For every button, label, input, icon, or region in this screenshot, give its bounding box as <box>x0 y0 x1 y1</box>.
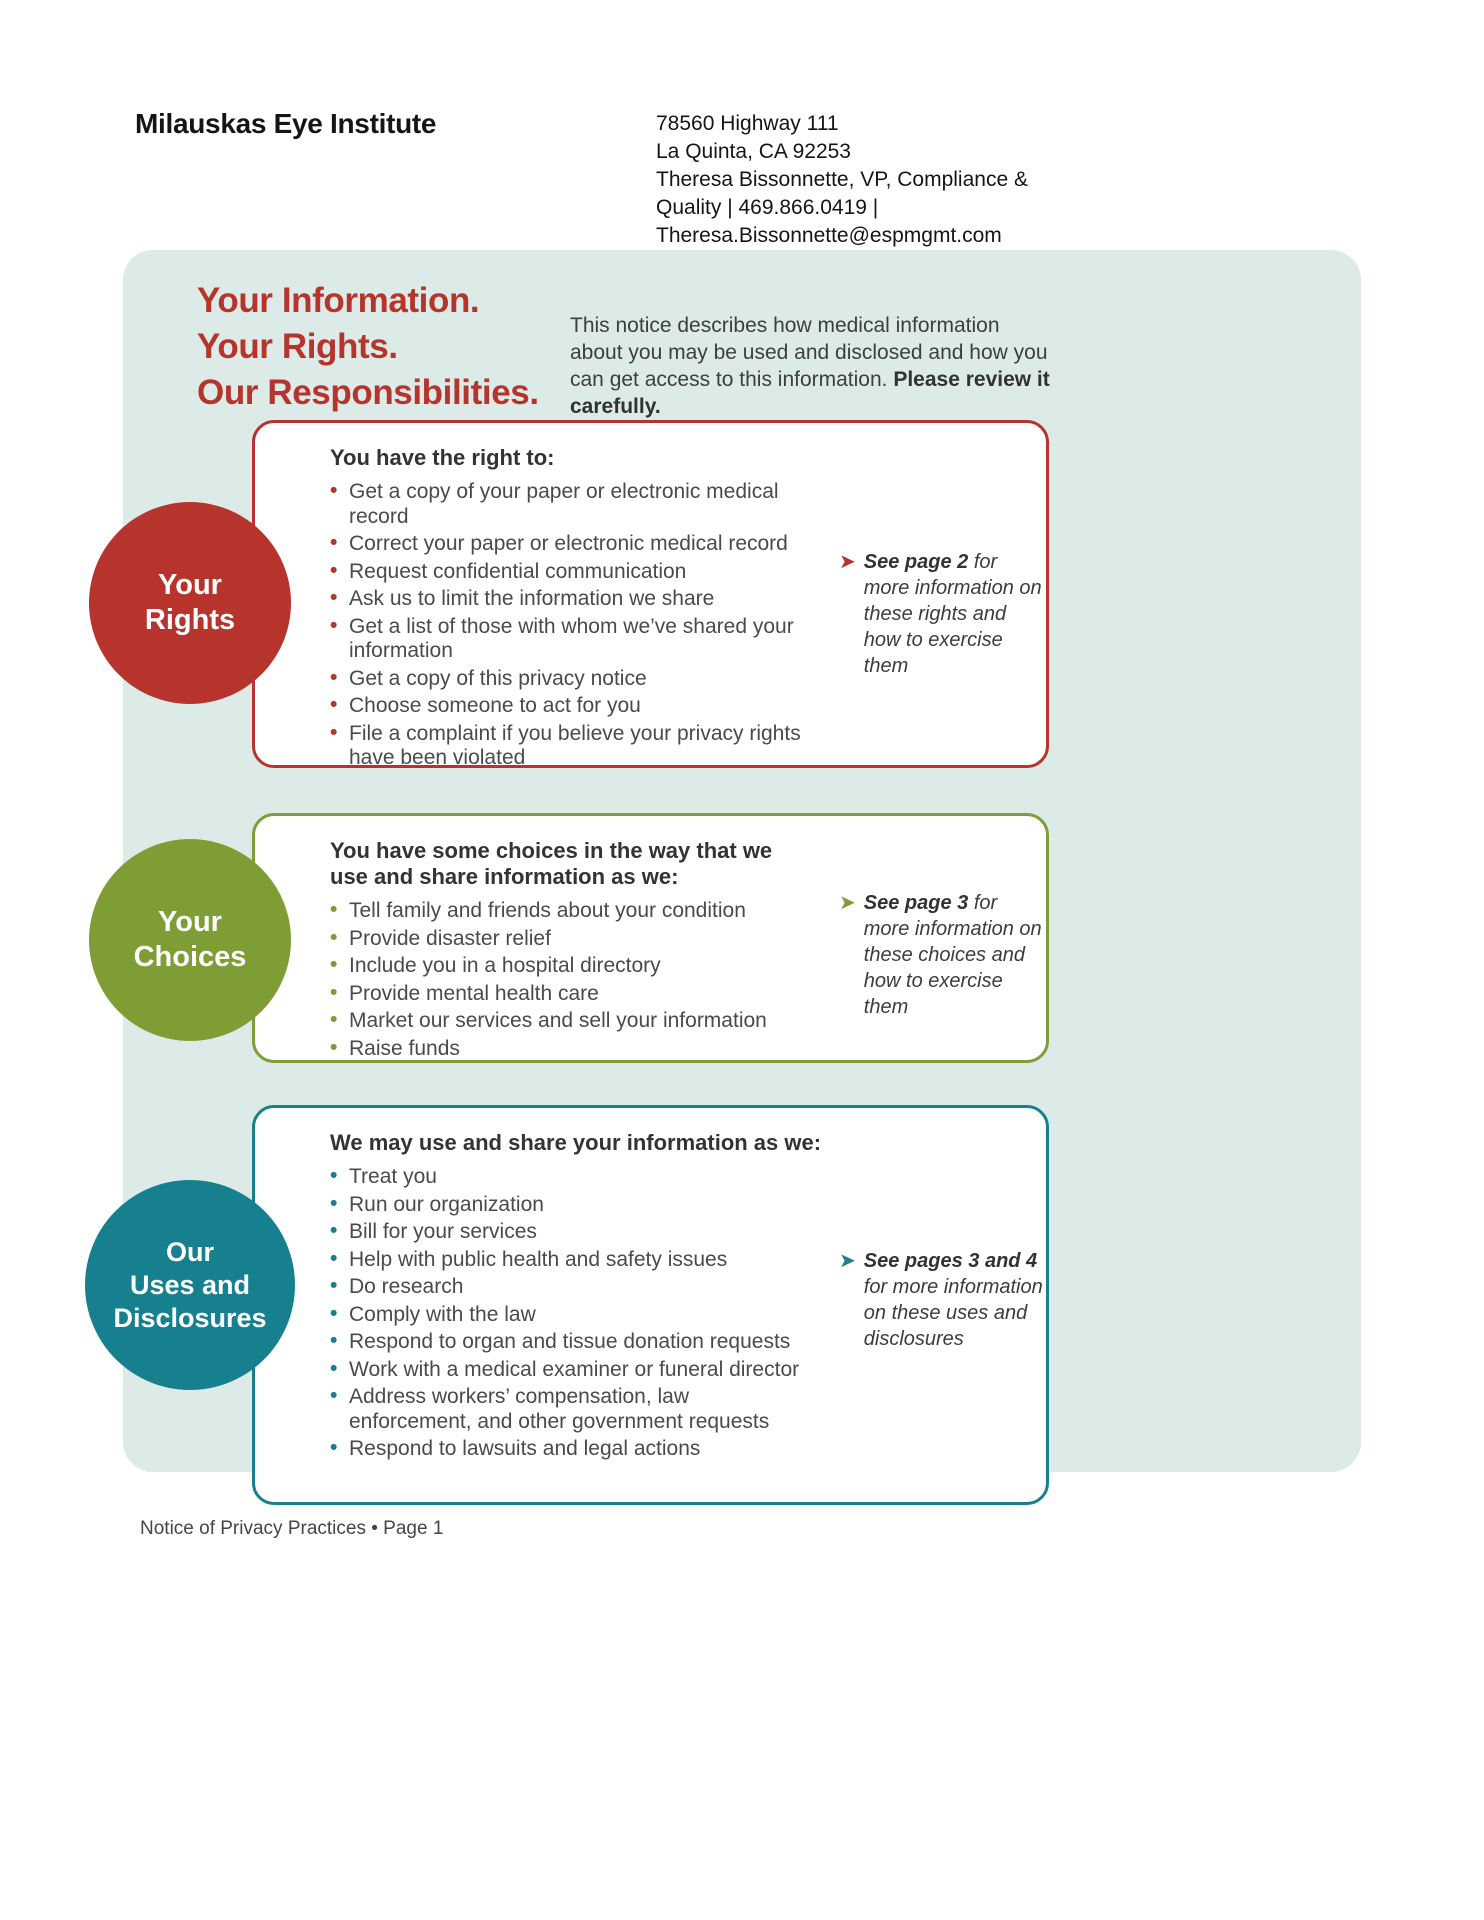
contact-line: La Quinta, CA 92253 <box>656 140 851 163</box>
uses-bullet-list <box>330 1165 817 1462</box>
choices-bullet-list <box>330 899 817 1061</box>
see-page-ref: See pages 3 and 4 <box>863 1250 1038 1272</box>
contact-line: Quality | 469.866.0419 | <box>656 196 879 219</box>
section-heading: You have the right to: <box>330 445 555 470</box>
bullet-item: • Run our organization <box>330 1193 817 1218</box>
bullet-item: • Work with a medical examiner or funeral director <box>330 1358 817 1383</box>
bullet-item: • Bill for your services <box>330 1220 817 1245</box>
see-page-note-text <box>864 549 1046 679</box>
arrow-icon: ➤ <box>839 1250 856 1272</box>
bullet-item: • Get a list of those with whom we’ve shared your information <box>330 615 817 664</box>
badge-uses-and-disclosures <box>85 1180 295 1390</box>
bullet-item: • Request confidential communication <box>330 560 817 585</box>
contact-line: 78560 Highway 111 <box>656 112 839 135</box>
bullet-item: • Treat you <box>330 1165 817 1190</box>
see-page-note-rest: for more information on these uses and disclosures <box>863 1276 1043 1350</box>
bullet-item: • Respond to organ and tissue donation requests <box>330 1330 817 1355</box>
bullet-item: • Help with public health and safety issues <box>330 1248 817 1273</box>
badge-line: Our <box>165 1236 214 1267</box>
bullet-item: • Provide disaster relief <box>330 927 817 952</box>
section-your-rights <box>252 420 1049 768</box>
see-page-note-text <box>864 1248 1046 1352</box>
bullet-item: • Respond to lawsuits and legal actions <box>330 1437 817 1462</box>
see-page-note-rest: for more information on these rights and how to exercise them <box>863 551 1042 677</box>
badge-line: Your <box>158 906 222 938</box>
bullet-item: • File a complaint if you believe your privacy rights have been violated <box>330 722 817 771</box>
bullet-item: • Ask us to limit the information we share <box>330 587 817 612</box>
badge-your-choices <box>89 839 291 1041</box>
bullet-item: • Choose someone to act for you <box>330 694 817 719</box>
bullet-item: • Tell family and friends about your condition <box>330 899 817 924</box>
bullet-item: • Get a copy of this privacy notice <box>330 667 817 692</box>
badge-line: Rights <box>144 604 236 636</box>
badge-line: Uses and <box>129 1269 251 1300</box>
see-page-ref: See page 2 <box>863 551 969 573</box>
badge-your-rights <box>89 502 291 704</box>
see-page-note-text <box>864 890 1046 1020</box>
page-footer: Notice of Privacy Practices • Page 1 <box>140 1518 444 1539</box>
see-page-note <box>839 1248 1051 1352</box>
badge-line: Your <box>158 569 222 601</box>
see-page-note <box>839 549 1051 679</box>
arrow-icon: ➤ <box>839 551 856 573</box>
intro-title-line: Your Rights. <box>197 327 398 366</box>
intro-description-emphasis: Please review it carefully. <box>570 368 1050 418</box>
bullet-item: • Include you in a hospital directory <box>330 954 817 979</box>
bullet-item: • Raise funds <box>330 1037 817 1062</box>
intro-title-line: Our Responsibilities. <box>197 373 539 412</box>
contact-line: Theresa.Bissonnette@espmgmt.com <box>656 224 1002 247</box>
intro-description-text: This notice describes how medical information about you may be used and disclosed and how you can get access to this information. <box>570 314 1048 391</box>
org-name: Milauskas Eye Institute <box>135 108 437 139</box>
contact-info <box>656 110 1028 250</box>
see-page-ref: See page 3 <box>863 892 969 914</box>
bullet-item: • Provide mental health care <box>330 982 817 1007</box>
intro-title-line: Your Information. <box>197 281 480 320</box>
bullet-item: • Do research <box>330 1275 817 1300</box>
bullet-item: • Market our services and sell your information <box>330 1009 817 1034</box>
intro-description <box>570 312 1052 420</box>
rights-bullet-list <box>330 480 817 771</box>
contact-line: Theresa Bissonnette, VP, Compliance & <box>656 168 1028 191</box>
see-page-note <box>839 890 1051 1020</box>
intro-title <box>197 278 539 416</box>
arrow-icon: ➤ <box>839 892 856 914</box>
see-page-note-rest: for more information on these choices and how to exercise them <box>863 892 1042 1018</box>
section-heading: We may use and share your information as we: <box>330 1130 822 1155</box>
bullet-item: • Correct your paper or electronic medical record <box>330 532 817 557</box>
bullet-item: • Address workers’ compensation, law enforcement, and other government requests <box>330 1385 817 1434</box>
section-uses-and-disclosures <box>252 1105 1049 1505</box>
section-heading: You have some choices in the way that we use and share information as we: <box>330 838 773 889</box>
badge-line: Disclosures <box>113 1302 267 1333</box>
bullet-item: • Get a copy of your paper or electronic medical record <box>330 480 817 529</box>
bullet-item: • Comply with the law <box>330 1303 817 1328</box>
badge-line: Choices <box>133 941 247 973</box>
section-your-choices <box>252 813 1049 1063</box>
